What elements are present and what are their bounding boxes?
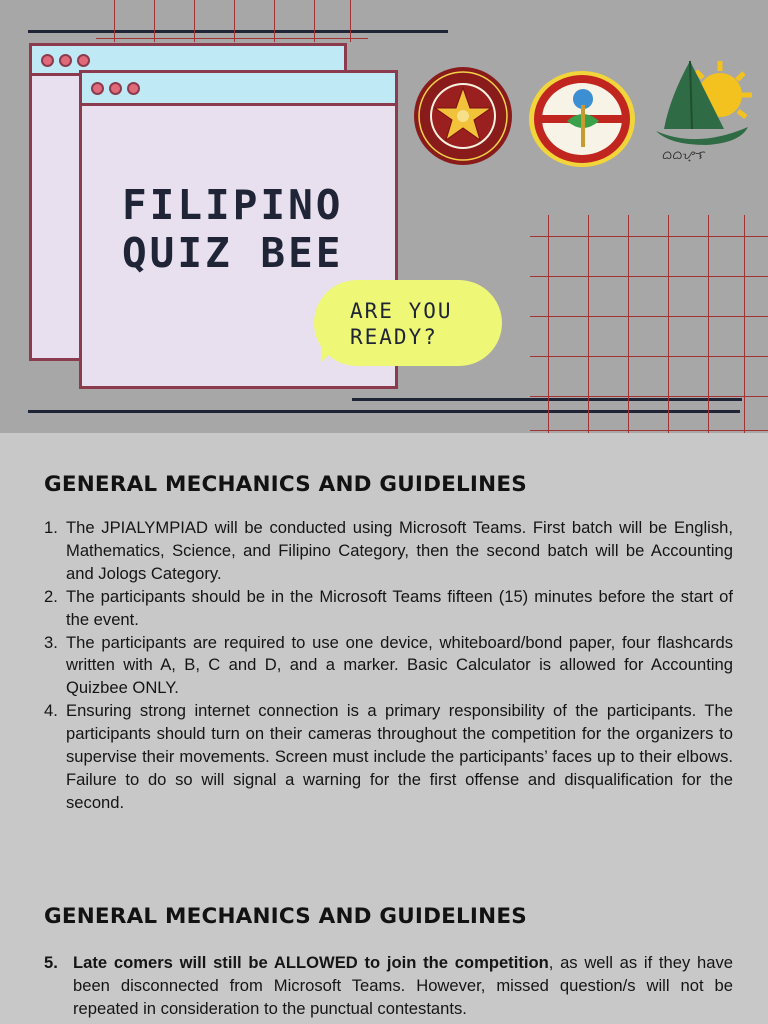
banner (0, 0, 768, 433)
guidelines-list (44, 517, 733, 815)
org-seal-logo (527, 69, 637, 169)
window-dot-icon (77, 54, 90, 67)
grid-line (628, 215, 629, 433)
top-divider-line (28, 30, 448, 33)
grid-line (234, 0, 235, 42)
grid-line (530, 236, 768, 237)
grid-line (530, 430, 768, 431)
bubble-line1: ARE YOU (350, 299, 453, 323)
grid-line (744, 215, 745, 433)
section1-heading: GENERAL MECHANICS AND GUIDELINES (44, 472, 527, 497)
pup-seal-logo (413, 66, 513, 166)
window-dot-icon (59, 54, 72, 67)
list-item: 4. Ensuring strong internet connection is a primary responsibility of the participants. The participants should turn on their cameras throughout the competition for the organizers to supervise their movements. Screen must include the participants’ faces up to their elbows. Failure to do so will signal a warning for the first offense and disqualification for the second. (44, 701, 733, 812)
grid-line (668, 215, 669, 433)
grid-line (530, 356, 768, 357)
grid-line (96, 38, 368, 39)
front-window-titlebar (82, 73, 395, 106)
window-dot-icon (41, 54, 54, 67)
quiz-title (122, 181, 422, 277)
speech-bubble-text (350, 298, 453, 350)
window-dot-icon (91, 82, 104, 95)
bubble-line2: READY? (350, 325, 438, 349)
grid-line (114, 0, 115, 42)
list-item: 2. The participants should be in the Microsoft Teams fifteen (15) minutes before the start of the event. (44, 586, 733, 629)
list-item: 1. The JPIALYMPIAD will be conducted using Microsoft Teams. First batch will be English, Mathematics, Science, and Filipino Category, then the second batch will be Accounting and Jologs Category. (44, 518, 733, 583)
window-dot-icon (127, 82, 140, 95)
list-item: 3. The participants are required to use one device, whiteboard/bond paper, four flashcards written with A, B, C and D, and a marker. Basic Calculator is allowed for Accounting Quizbee ONLY. (44, 632, 733, 698)
grid-line (194, 0, 195, 42)
quiz-title-line2: QUIZ BEE (122, 229, 344, 277)
grid-line (588, 215, 589, 433)
list-item: 5. Late comers will still be ALLOWED to join the competition, as well as if they have been disconnected from Microsoft Teams. However, missed question/s will not be repeated in consideration to the punctual contestants. (44, 953, 733, 1018)
window-dot-icon (109, 82, 122, 95)
grid-line (548, 215, 549, 433)
ship-sun-logo (652, 57, 752, 165)
guidelines-list-continued (44, 951, 733, 1020)
grid-line (314, 0, 315, 42)
quiz-title-line1: FILIPINO (122, 181, 344, 229)
grid-line (530, 316, 768, 317)
grid-line (274, 0, 275, 42)
bottom-divider-line-short (352, 398, 742, 401)
section2-heading: GENERAL MECHANICS AND GUIDELINES (44, 904, 527, 929)
grid-line (708, 215, 709, 433)
grid-line (530, 276, 768, 277)
bottom-divider-line (28, 410, 740, 413)
grid-line (530, 396, 768, 397)
grid-line (154, 0, 155, 42)
svg-text:ᜊᜊᜌ᜔ᜎ: ᜊᜊᜌ᜔ᜎ (662, 148, 706, 162)
grid-line (350, 0, 351, 42)
